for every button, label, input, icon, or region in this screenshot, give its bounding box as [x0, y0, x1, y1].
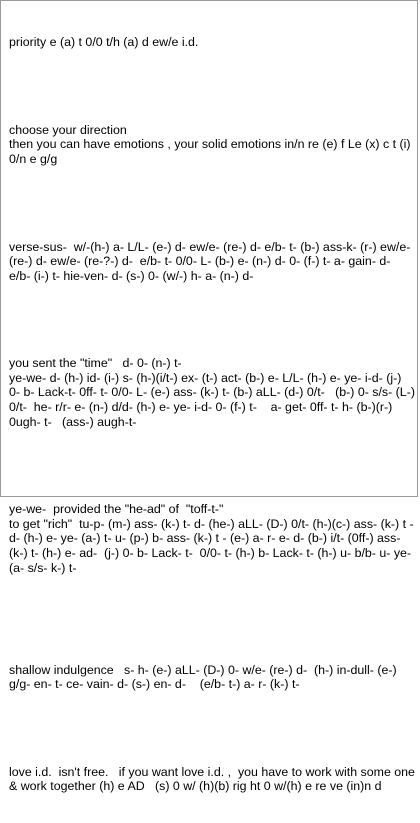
paragraph-indulgence: shallow indulgence s- h- (e-) aLL- (D-) 0- w/e- (re-) d- (h-) in-dull- (e-) g/g- en- t- ce- vain- d- (s-) en- d- (e/b- t-) a- r- (k-) t-	[9, 662, 401, 692]
paragraph-love: love i.d. isn't free. if you want love i.d. , you have to work with some one & work together (h) e AD (s) 0 w/ (h)(b) rig ht 0 w/(h) e re ve (in)n d	[9, 764, 419, 794]
paragraph-direction: choose your direction then you can have emotions , your solid emotions in/n re (e) f Le (x) c t (i) 0/n e g/g	[9, 122, 411, 166]
paragraph-gap	[9, 79, 415, 94]
paragraph-gap	[9, 196, 415, 211]
paragraph-gap	[9, 312, 415, 327]
document-body	[9, 6, 419, 823]
paragraph-gap	[9, 458, 415, 473]
paragraph-time: you sent the "time" d- 0- (n-) t- ye-we- d- (h-) id- (i-) s- (h-)(i/t-) ex- (t-) act- (b-) e- L/L- (h-) e- ye- i-d- (j-) 0- b- Lack-t- 0ff- t- 0/0- L- (e-) ass- (k-) t- (b-) aLL- (d-) 0/t- (b-) 0- s/s- (L-) 0/t- he- r/r- e- (n-) d/d- (h-) e- ye- i-d- 0- (f-) t- a- get- 0ff- t- h- (b-)(r-) 0ugh- t- (ass-) augh-t-	[9, 356, 415, 429]
paragraph-verse: verse-sus- w/-(h-) a- L/L- (e-) d- ew/e- (re-) d- e/b- t- (b-) ass-k- (r-) ew/e- (re-) d- ew/e- (re-?-) d- e/b- t- 0/0- L- (b-) e- (n-) d- 0- (f-) t- a- gain- d- e/b- (i-) t- hie-ven- d- (s-) 0- (w/-) h- a- (n-) d-	[9, 239, 414, 283]
paragraph-head: ye-we- provided the "he-ad" of "toff-t-" to get "rich" tu-p- (m-) ass- (k-) t- d- (he-) aLL- (D-) 0/t- (h-)(c-) ass- (k-) t - d- (h-) e- ye- (a-) t- u- (p-) b- ass- (k-) t - (e-) a- r- e- d- (b-) i/t- (0ff-) ass- (k-) t- (h-) e- ad- (j-) 0- b- Lack- t- 0/0- t- (h-) b- Lack- t- (h-) u- b/b- u- ye- (a- s/s- k-) t-	[9, 502, 414, 575]
paragraph-priority: priority e (a) t 0/0 t/h (a) d ew/e i.d.	[9, 35, 199, 50]
paragraph-gap	[9, 721, 415, 736]
paragraph-gap	[9, 604, 415, 633]
